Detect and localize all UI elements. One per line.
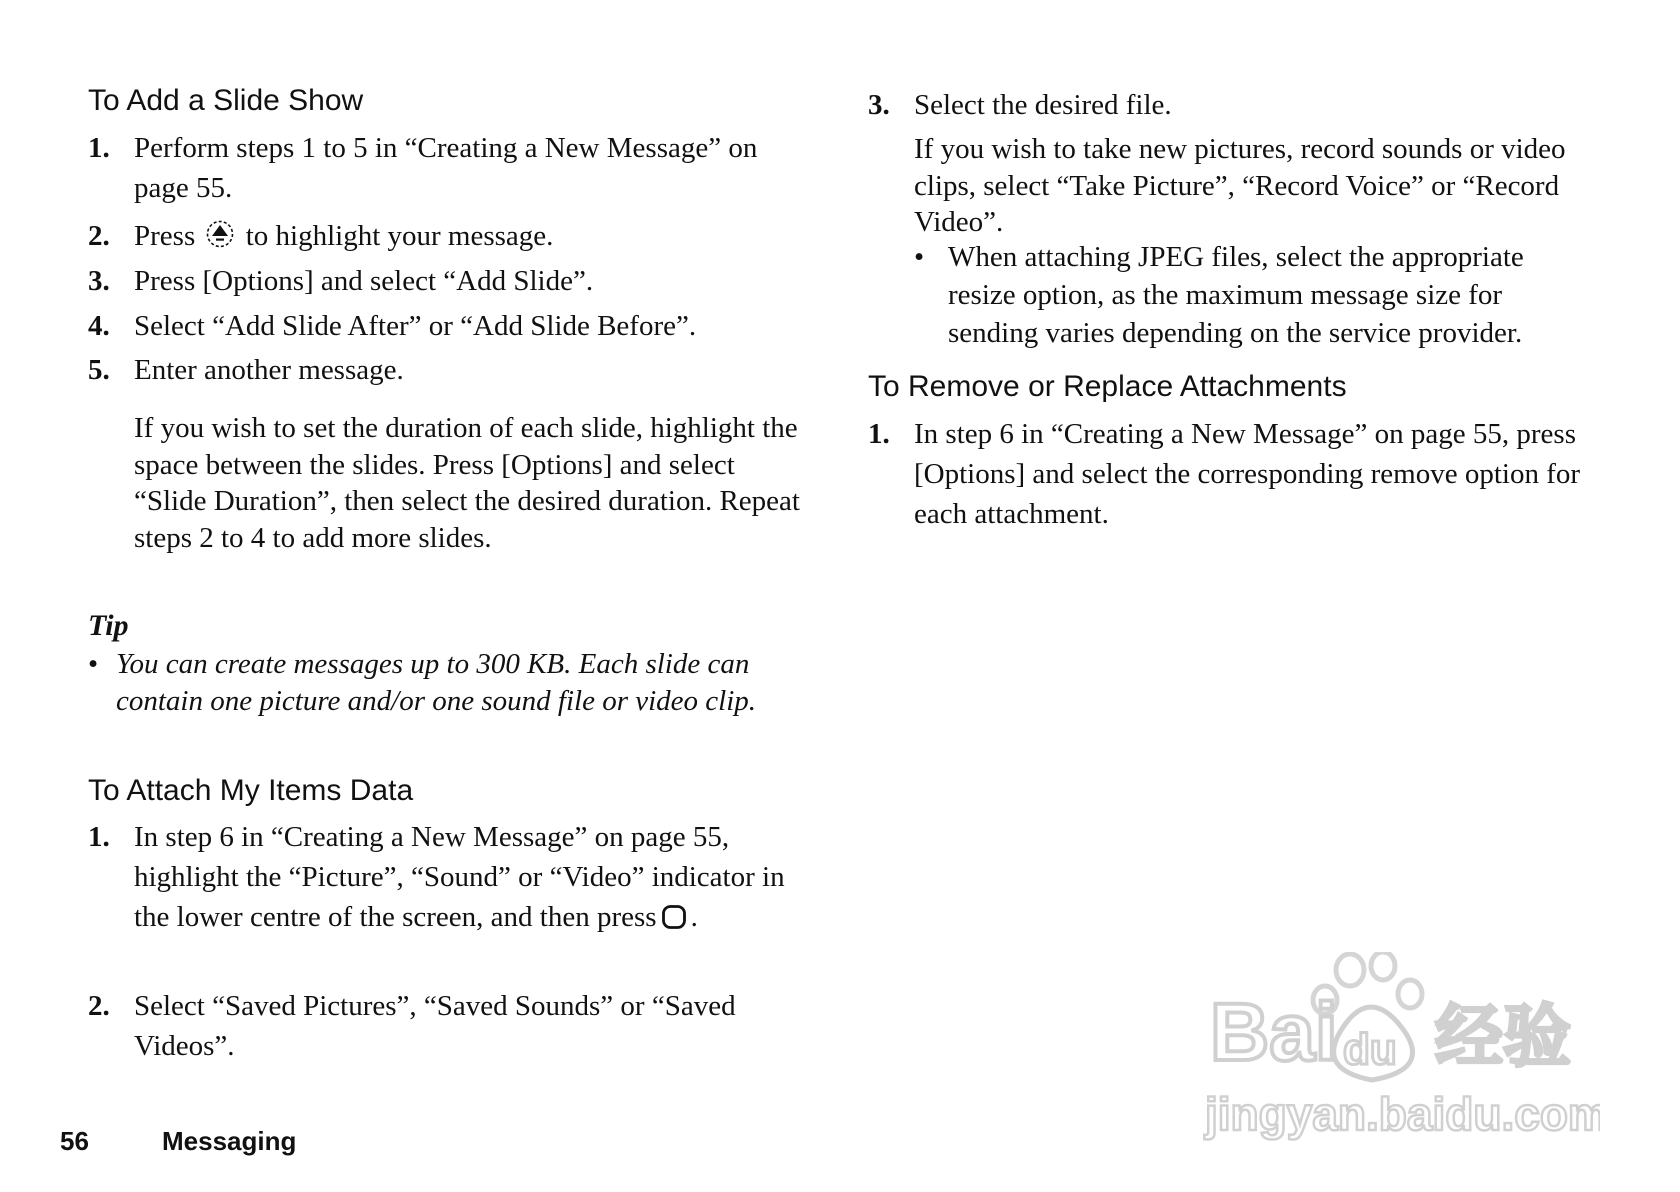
slide-step-3	[88, 261, 800, 301]
svg-text:jingyan.baidu.com: jingyan.baidu.com	[1205, 1088, 1600, 1140]
step-number: 2.	[88, 990, 110, 1022]
step-number: 1.	[88, 821, 110, 853]
page-footer	[60, 1126, 296, 1157]
step-number: 3.	[868, 89, 890, 121]
step-text: Select “Saved Pictures”, “Saved Sounds” or “Saved Videos”.	[134, 990, 736, 1062]
step-number: 3.	[88, 265, 110, 297]
step-number: 1.	[868, 418, 890, 450]
attach-step-2	[88, 986, 800, 1066]
baidu-jingyan-watermark	[1200, 952, 1600, 1142]
step-text-before: Press	[134, 220, 196, 252]
section-name: Messaging	[162, 1126, 297, 1156]
tip-bullet	[88, 646, 800, 719]
slide-duration-note: If you wish to set the duration of each slide, highlight the space between the slides. Press [Options] and select “Slide Duration”, then select the desired duration. Repeat steps 2 to 4 to add more slides.	[134, 412, 800, 554]
heading-add-slide-show: To Add a Slide Show	[88, 84, 364, 117]
slide-step-4	[88, 306, 800, 346]
slide-step-1	[88, 128, 800, 208]
step-text: Select the desired file.	[914, 89, 1172, 121]
page-number: 56	[60, 1126, 89, 1156]
slide-step-2	[88, 216, 800, 260]
heading-attach-my-items: To Attach My Items Data	[88, 774, 414, 807]
svg-text:经验: 经验	[1435, 998, 1572, 1077]
step-text: Select “Add Slide After” or “Add Slide Before”.	[134, 310, 697, 342]
select-file-note: If you wish to take new pictures, record sounds or video clips, select “Take Picture”, “Record Voice” or “Record Video”.	[914, 133, 1566, 238]
bullet-text: When attaching JPEG files, select the appropriate resize option, as the maximum message size for sending varies depending on the service provider.	[948, 241, 1524, 349]
step-number: 2.	[88, 220, 110, 252]
center-key-icon	[661, 901, 687, 941]
svg-text:Bai: Bai	[1210, 987, 1338, 1078]
svg-text:du: du	[1343, 1025, 1397, 1074]
tip-text: You can create messages up to 300 KB. Each slide can contain one picture and/or one sound file or video clip.	[116, 648, 757, 717]
step-text: Perform steps 1 to 5 in “Creating a New Message” on page 55.	[134, 132, 758, 204]
step-number: 5.	[88, 354, 110, 386]
select-file-step-3	[868, 85, 1588, 125]
baidu-logo-icon	[1200, 952, 1600, 1142]
step-text: Press [Options] and select “Add Slide”.	[134, 265, 594, 297]
heading-remove-replace: To Remove or Replace Attachments	[868, 370, 1347, 403]
step-text: Enter another message.	[134, 354, 404, 386]
up-navigation-key-icon	[206, 219, 234, 260]
jpeg-bullet	[914, 238, 1588, 352]
step-text-end: .	[690, 901, 698, 933]
step-number: 4.	[88, 310, 110, 342]
step-text	[134, 817, 800, 941]
tip-heading: Tip	[88, 609, 129, 642]
bullet-mark: •	[914, 241, 925, 273]
slide-step-5	[88, 350, 800, 390]
step-number: 1.	[88, 132, 110, 164]
step-text-main: In step 6 in “Creating a New Message” on page 55, highlight the “Picture”, “Sound” or “Video” indicator in the lower centre of the screen, and then press	[134, 821, 785, 933]
remove-step-1	[868, 414, 1588, 534]
step-text: In step 6 in “Creating a New Message” on page 55, press [Options] and select the corresponding remove option for each attachment.	[914, 418, 1581, 530]
step-text	[134, 216, 800, 260]
attach-step-1	[88, 817, 800, 941]
bullet-mark: •	[88, 648, 99, 680]
step-text-after: to highlight your message.	[245, 220, 554, 252]
